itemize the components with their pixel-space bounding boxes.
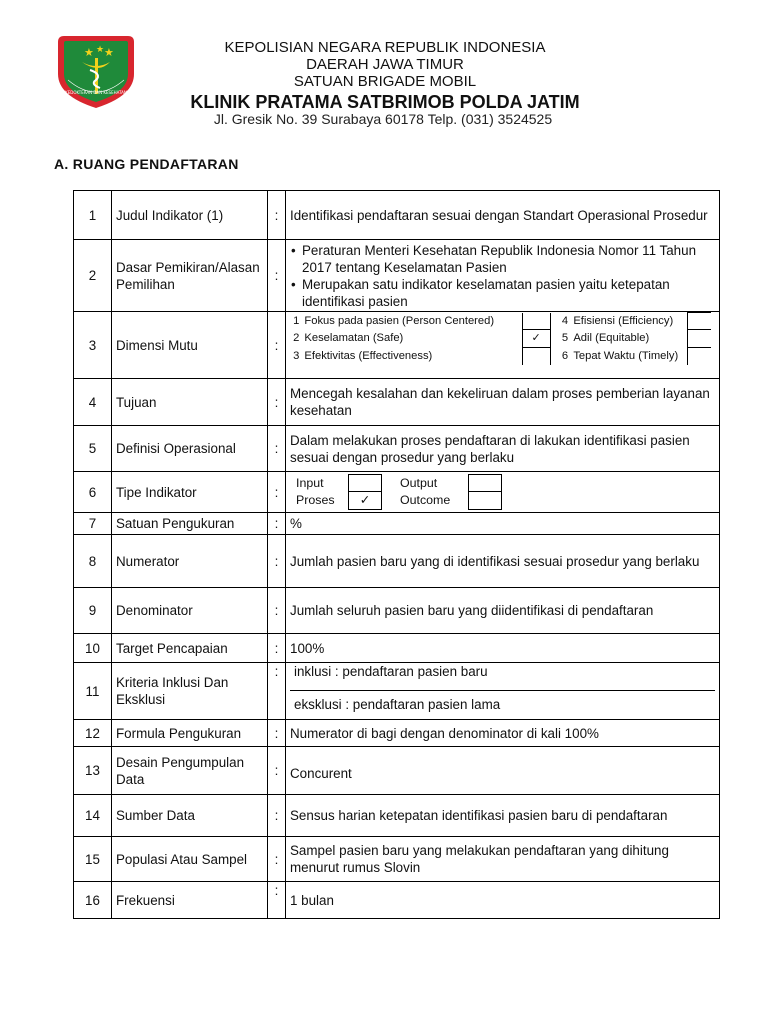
row-value: % — [286, 513, 720, 535]
svg-text:★: ★ — [84, 46, 94, 59]
colon: : — [268, 837, 286, 882]
table-row — [74, 535, 720, 588]
table-row — [74, 882, 720, 919]
colon: : — [268, 720, 286, 747]
dimension-number: 2 — [293, 332, 300, 344]
dimension-checkbox[interactable] — [688, 313, 711, 330]
row-value: 1 bulan — [286, 882, 720, 919]
table-row — [74, 312, 720, 379]
row-number: 11 — [74, 663, 112, 720]
row-label: Dimensi Mutu — [112, 312, 268, 379]
dimension-checkbox[interactable] — [688, 330, 711, 348]
row-value: Numerator di bagi dengan denominator di kali 100% — [286, 720, 720, 747]
row-label: Denominator — [112, 588, 268, 634]
colon: : — [268, 312, 286, 379]
colon: : — [268, 379, 286, 426]
bullet-item: • Merupakan satu indikator keselamatan pasien yaitu ketepatan identifikasi pasien — [302, 276, 715, 310]
header-region: DAERAH JAWA TIMUR — [306, 56, 464, 73]
row-value: Mencegah kesalahan dan kekeliruan dalam proses pemberian layanan kesehatan — [286, 379, 720, 426]
row-number: 1 — [74, 191, 112, 240]
dimension-number: 6 — [561, 349, 569, 362]
table-row — [74, 795, 720, 837]
row-label: Dasar Pemikiran/Alasan Pemilihan — [112, 240, 268, 312]
row-value: Jumlah pasien baru yang di identifikasi sesuai prosedur yang berlaku — [286, 535, 720, 588]
dimension-checkbox[interactable] — [522, 348, 550, 365]
header-address: Jl. Gresik No. 39 Surabaya 60178 Telp. (031) 3524525 — [213, 111, 553, 127]
colon: : — [268, 191, 286, 240]
dimension-label: Adil (Equitable) — [573, 332, 650, 344]
criteria-cell — [286, 663, 720, 720]
row-number: 15 — [74, 837, 112, 882]
row-label: Desain Pengumpulan Data — [112, 747, 268, 795]
type-checkbox-input[interactable] — [349, 475, 382, 492]
row-number: 5 — [74, 426, 112, 472]
row-label: Sumber Data — [112, 795, 268, 837]
dimension-number: 4 — [561, 314, 569, 327]
clinic-logo — [54, 34, 138, 110]
table-row — [74, 379, 720, 426]
inclusion-criteria: inklusi : pendaftaran pasien baru — [290, 663, 715, 691]
dimension-label: Efisiensi (Efficiency) — [573, 314, 674, 327]
section-title: A. RUANG PENDAFTARAN — [54, 156, 239, 172]
row-label: Formula Pengukuran — [112, 720, 268, 747]
row-value: Sampel pasien baru yang melakukan pendaftaran yang dihitung menurut rumus Slovin — [286, 837, 720, 882]
row-value: Identifikasi pendaftaran sesuai dengan Standart Operasional Prosedur — [286, 191, 720, 240]
colon: : — [268, 472, 286, 513]
row-number: 13 — [74, 747, 112, 795]
dimension-number: 3 — [293, 349, 300, 362]
dimension-label: Tepat Waktu (Timely) — [573, 349, 679, 362]
table-row — [74, 240, 720, 312]
dimension-checkbox[interactable] — [522, 313, 550, 330]
colon: : — [268, 426, 286, 472]
row-value: Concurent — [286, 747, 720, 795]
row-number: 12 — [74, 720, 112, 747]
row-number: 2 — [74, 240, 112, 312]
row-value — [286, 240, 720, 312]
colon: : — [268, 795, 286, 837]
row-label: Frekuensi — [112, 882, 268, 919]
row-label: Kriteria Inklusi Dan Eksklusi — [112, 663, 268, 720]
type-checkbox-proses[interactable]: ✓ — [349, 492, 382, 510]
row-label: Tipe Indikator — [112, 472, 268, 513]
svg-text:★: ★ — [104, 46, 114, 59]
type-label-output: Output — [400, 475, 438, 490]
row-number: 3 — [74, 312, 112, 379]
colon: : — [268, 588, 286, 634]
svg-text:KEDOKTERAN DAN KESEHATAN: KEDOKTERAN DAN KESEHATAN — [65, 90, 127, 95]
header-institution: KEPOLISIAN NEGARA REPUBLIK INDONESIA — [224, 39, 546, 56]
indicator-type-grid — [286, 472, 720, 513]
row-number: 10 — [74, 634, 112, 663]
colon: : — [268, 240, 286, 312]
table-row — [74, 191, 720, 240]
header-clinic-name: KLINIK PRATAMA SATBRIMOB POLDA JATIM — [190, 92, 580, 112]
dimension-label: Fokus pada pasien (Person Centered) — [302, 313, 522, 330]
row-label: Definisi Operasional — [112, 426, 268, 472]
row-number: 9 — [74, 588, 112, 634]
colon: : — [268, 634, 286, 663]
row-number: 14 — [74, 795, 112, 837]
header-unit: SATUAN BRIGADE MOBIL — [293, 73, 477, 90]
row-number: 8 — [74, 535, 112, 588]
dimension-checkbox[interactable] — [688, 348, 711, 365]
dimension-label: Keselamatan (Safe) — [302, 330, 522, 348]
row-value: Sensus harian ketepatan identifikasi pasien baru di pendaftaran — [286, 795, 720, 837]
row-number: 16 — [74, 882, 112, 919]
row-number: 4 — [74, 379, 112, 426]
colon: : — [268, 882, 286, 919]
table-row — [74, 663, 720, 720]
row-label: Satuan Pengukuran — [112, 513, 268, 535]
dimension-checkbox[interactable]: ✓ — [522, 330, 550, 348]
row-label: Tujuan — [112, 379, 268, 426]
table-row — [74, 472, 720, 513]
row-number: 6 — [74, 472, 112, 513]
colon: : — [268, 663, 286, 720]
table-row — [74, 837, 720, 882]
row-value: Dalam melakukan proses pendaftaran di lakukan identifikasi pasien sesuai dengan prosedur yang berlaku — [286, 426, 720, 472]
dimension-label: Efektivitas (Effectiveness) — [302, 348, 522, 365]
colon: : — [268, 535, 286, 588]
row-value: Jumlah seluruh pasien baru yang diidentifikasi di pendaftaran — [286, 588, 720, 634]
dimension-number: 5 — [561, 332, 569, 344]
row-value: 100% — [286, 634, 720, 663]
type-checkbox-outcome[interactable] — [469, 492, 502, 510]
table-row — [74, 426, 720, 472]
type-label-proses: Proses — [296, 493, 335, 507]
table-row — [74, 720, 720, 747]
colon: : — [268, 513, 286, 535]
row-label: Populasi Atau Sampel — [112, 837, 268, 882]
type-label-input: Input — [296, 475, 324, 490]
table-row — [74, 634, 720, 663]
row-label: Numerator — [112, 535, 268, 588]
row-label: Target Pencapaian — [112, 634, 268, 663]
row-number: 7 — [74, 513, 112, 535]
table-row — [74, 747, 720, 795]
indicator-table — [73, 190, 720, 919]
type-checkbox-output[interactable] — [469, 475, 502, 492]
colon: : — [268, 747, 286, 795]
quality-dimension-grid — [286, 312, 720, 379]
type-label-outcome: Outcome — [400, 493, 451, 507]
dimension-number: 1 — [293, 314, 300, 327]
bullet-item: • Peraturan Menteri Kesehatan Republik Indonesia Nomor 11 Tahun 2017 tentang Keselamatan Pasien — [302, 242, 715, 276]
svg-text:★: ★ — [96, 45, 105, 55]
row-label: Judul Indikator (1) — [112, 191, 268, 240]
table-row — [74, 513, 720, 535]
exclusion-criteria: eksklusi : pendaftaran pasien lama — [294, 697, 501, 712]
table-row — [74, 588, 720, 634]
